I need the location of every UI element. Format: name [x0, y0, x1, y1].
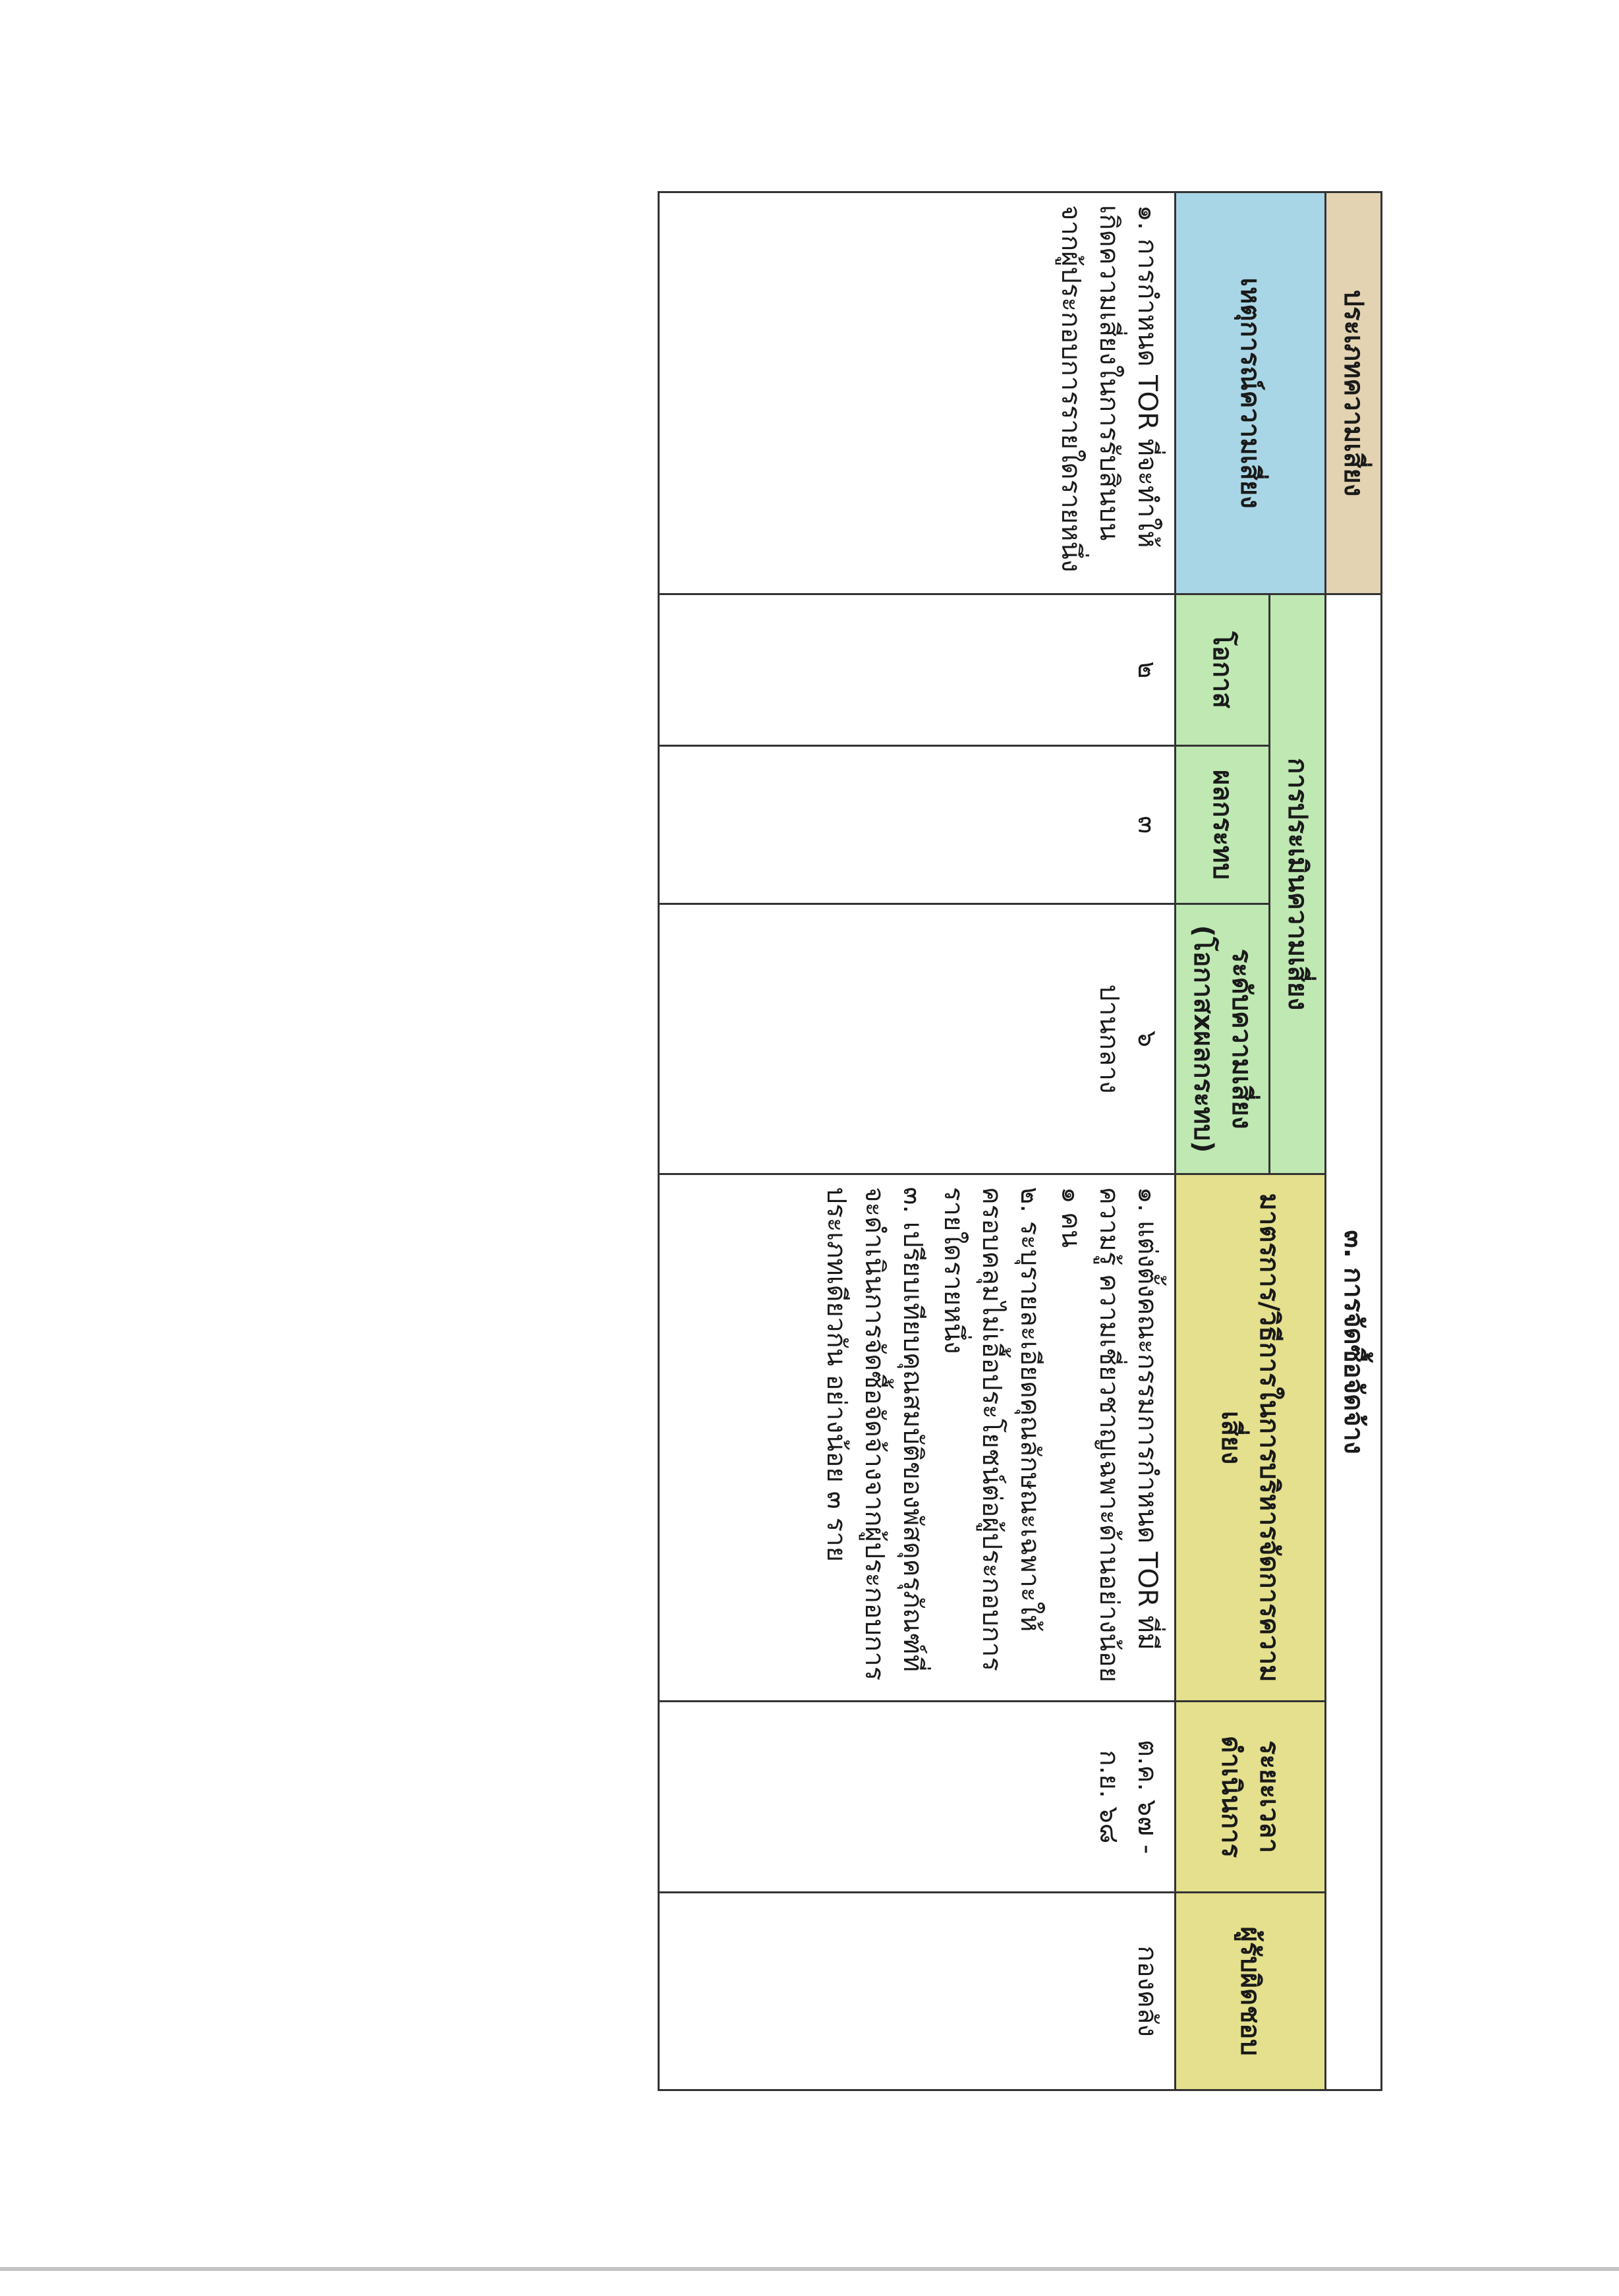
responsible-header: ผู้รับผิดชอบ: [1176, 1893, 1326, 2090]
measures-cell: [659, 1174, 1176, 1702]
risk-level-text: ปานกลาง: [1094, 984, 1124, 1094]
risk-assessment-table: [658, 191, 1382, 2091]
risk-level-header: [1176, 904, 1270, 1174]
impact-cell: ๓: [659, 746, 1176, 904]
risk-level-cell: [659, 904, 1176, 1174]
responsible-cell: กองคลัง: [659, 1893, 1176, 2090]
period-header: ระยะเวลาดำเนินการ: [1176, 1702, 1326, 1893]
assessment-header: การประเมินความเสี่ยง: [1270, 594, 1326, 1174]
impact-header: ผลกระทบ: [1176, 746, 1270, 904]
period-end: ก.ย. ๖๘: [1094, 1750, 1124, 1844]
scan-bottom-edge: [0, 2267, 1619, 2271]
likelihood-cell: ๒: [659, 594, 1176, 746]
risk-event-header: เหตุการณ์ความเสี่ยง: [1176, 192, 1326, 594]
table-row: [659, 192, 1176, 2090]
period-cell: [659, 1702, 1176, 1893]
risk-level-sublabel: (โอกาสxผลกระทบ): [1188, 925, 1218, 1153]
risk-level-label: ระดับความเสี่ยง: [1226, 948, 1257, 1130]
measures-header: มาตรการ/วิธีการในการบริหารจัดการความเสี่ยง: [1176, 1174, 1326, 1702]
section-title: ๓. การจัดซื้อจัดจ้าง: [1326, 594, 1382, 2090]
risk-event-cell: [659, 192, 1176, 594]
period-start: ต.ค. ๖๗ -: [1132, 1739, 1162, 1854]
measure-item: ๒. ระบุรายละเอียดคุณลักษณะเฉพาะให้ครอบคลุมไม่เอื้อประโยชน์ต่อผู้ประกอบการรายใดรายหนึ่ง: [938, 1187, 1045, 1671]
risk-level-value: ๖: [1132, 1030, 1162, 1048]
risk-event-text: ๑. การกำหนด TOR ที่จะทำให้เกิดความเสี่ยงในการรับสินบนจากผู้ประกอบการรายใดรายหนึ่ง: [1056, 205, 1162, 573]
measure-item: ๑. แต่งตั้งคณะกรรมการกำหนด TOR ที่มีความรู้ ความเชี่ยวชาญเฉพาะด้านอย่างน้อย ๑ คน: [1056, 1187, 1162, 1682]
rotated-table-container: [658, 191, 1382, 2089]
likelihood-header: โอกาส: [1176, 594, 1270, 746]
measure-item: ๓. เปรียบเทียบคุณสมบัติของพัสดุครุภัณฑ์ที่จะดำเนินการจัดซื้อจัดจ้างจากผู้ประกอบการประเภทเดียวกัน อย่างน้อย ๓ ราย: [821, 1187, 928, 1681]
risk-type-header: ประเภทความเสี่ยง: [1326, 192, 1382, 594]
